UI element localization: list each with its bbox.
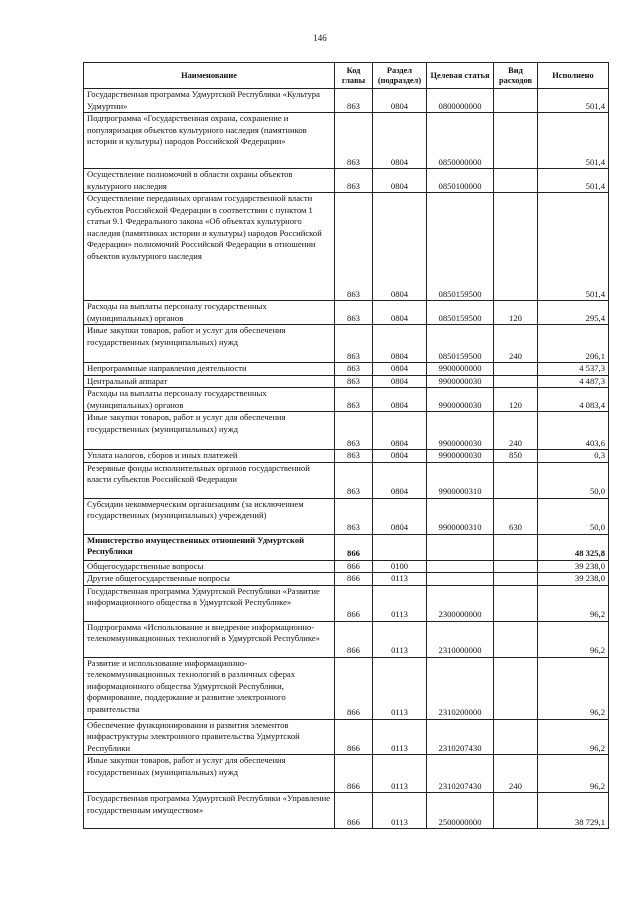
cell-name: Государственная программа Удмуртской Республики «Управление государственным имуществом» [84,793,335,829]
cell-executed: 403,6 [538,412,609,450]
cell-section: 0113 [373,573,427,586]
cell-target: 0850159500 [427,325,494,363]
cell-code: 866 [335,793,373,829]
cell-section: 0804 [373,462,427,498]
cell-section: 0100 [373,560,427,573]
cell-type: 240 [494,325,538,363]
cell-section: 0804 [373,450,427,463]
cell-target: 9900000310 [427,498,494,534]
cell-executed: 4 083,4 [538,388,609,412]
cell-name: Государственная программа Удмуртской Республики «Культура Удмуртии» [84,89,335,113]
table-row [84,498,609,534]
cell-type [494,193,538,301]
cell-target: 2310000000 [427,621,494,657]
cell-code: 863 [335,193,373,301]
cell-code: 866 [335,657,373,719]
cell-executed: 295,4 [538,301,609,325]
header-section: Раздел (подраздел) [373,63,427,89]
cell-name: Иные закупки товаров, работ и услуг для обеспечения государственных (муниципальных) нужд [84,325,335,363]
table-row [84,325,609,363]
cell-name: Осуществление переданных органам государственной власти субъектов Российской Федерации в соответствии с пунктом 1 статьи 9.1 Федерального закона «Об объектах культурного наследия (памятниках истории и культуры) народов Российской Федерации» полномочий Российской Федерации в отношении объектов культурного наследия [84,193,335,301]
cell-executed: 501,4 [538,89,609,113]
cell-executed: 501,4 [538,169,609,193]
cell-code: 863 [335,498,373,534]
cell-target [427,560,494,573]
cell-target [427,573,494,586]
header-type: Вид расходов [494,63,538,89]
header-executed: Исполнено [538,63,609,89]
cell-name: Центральный аппарат [84,375,335,388]
cell-executed: 96,2 [538,585,609,621]
cell-type [494,657,538,719]
table-row [84,657,609,719]
cell-target: 2310207430 [427,755,494,793]
cell-executed: 50,0 [538,498,609,534]
cell-section: 0804 [373,89,427,113]
cell-code: 863 [335,363,373,376]
cell-type [494,585,538,621]
cell-target: 9900000030 [427,375,494,388]
cell-name: Уплата налогов, сборов и иных платежей [84,450,335,463]
cell-code: 863 [335,89,373,113]
cell-name: Субсидии некоммерческим организациям (за исключением государственных (муниципальных) учреждений) [84,498,335,534]
cell-executed: 48 325,8 [538,534,609,560]
cell-target: 0850000000 [427,113,494,169]
cell-section: 0804 [373,412,427,450]
cell-type [494,169,538,193]
cell-section: 0113 [373,755,427,793]
cell-code: 866 [335,560,373,573]
cell-target: 0800000000 [427,89,494,113]
cell-type [494,89,538,113]
cell-name: Расходы на выплаты персоналу государственных (муниципальных) органов [84,301,335,325]
cell-executed: 96,2 [538,719,609,755]
cell-code: 863 [335,388,373,412]
table-row [84,719,609,755]
cell-target: 0850159500 [427,193,494,301]
cell-name: Подпрограмма «Государственная охрана, сохранение и популяризация объектов культурного наследия (памятников истории и культуры) народов Российской Федерации» [84,113,335,169]
cell-code: 863 [335,450,373,463]
table-row [84,193,609,301]
header-target: Целевая статья [427,63,494,89]
cell-type: 240 [494,755,538,793]
table-row [84,89,609,113]
table-row [84,621,609,657]
table-row [84,301,609,325]
table-row [84,793,609,829]
cell-code: 866 [335,573,373,586]
cell-executed: 50,0 [538,462,609,498]
header-name: Наименование [84,63,335,89]
cell-type: 120 [494,388,538,412]
cell-name: Другие общегосударственные вопросы [84,573,335,586]
cell-executed: 96,2 [538,621,609,657]
table-row [84,169,609,193]
cell-executed: 4 487,3 [538,375,609,388]
cell-section: 0804 [373,301,427,325]
cell-section: 0113 [373,621,427,657]
cell-type: 120 [494,301,538,325]
cell-target [427,534,494,560]
cell-name: Непрограммные направления деятельности [84,363,335,376]
cell-code: 866 [335,534,373,560]
cell-target: 9900000000 [427,363,494,376]
cell-code: 863 [335,301,373,325]
cell-section [373,534,427,560]
table-row [84,462,609,498]
cell-type [494,719,538,755]
cell-section: 0804 [373,169,427,193]
cell-target: 9900000030 [427,450,494,463]
cell-type [494,621,538,657]
table-row [84,560,609,573]
table-row [84,585,609,621]
cell-name: Расходы на выплаты персоналу государственных (муниципальных) органов [84,388,335,412]
cell-type: 240 [494,412,538,450]
cell-name: Развитие и использование информационно-телекоммуникационных технологий в различных сферах информационного общества Удмуртской Республики, формирование, поддержание и развитие электронного правительства [84,657,335,719]
cell-executed: 206,1 [538,325,609,363]
table-row [84,388,609,412]
cell-section: 0113 [373,719,427,755]
cell-name: Государственная программа Удмуртской Республики «Развитие информационного общества в Удмуртской Республике» [84,585,335,621]
cell-type [494,462,538,498]
cell-executed: 39 238,0 [538,560,609,573]
cell-type: 850 [494,450,538,463]
cell-target: 0850100000 [427,169,494,193]
cell-type [494,363,538,376]
cell-code: 866 [335,755,373,793]
table-row [84,375,609,388]
cell-executed: 0,3 [538,450,609,463]
cell-name: Министерство имущественных отношений Удмуртской Республики [84,534,335,560]
table-row [84,113,609,169]
cell-code: 863 [335,462,373,498]
cell-type: 630 [494,498,538,534]
cell-type [494,560,538,573]
cell-target: 9900000030 [427,412,494,450]
header-code: Код главы [335,63,373,89]
table-row [84,363,609,376]
cell-target: 2310207430 [427,719,494,755]
cell-target: 2500000000 [427,793,494,829]
cell-type [494,793,538,829]
cell-executed: 96,2 [538,657,609,719]
cell-name: Иные закупки товаров, работ и услуг для обеспечения государственных (муниципальных) нужд [84,755,335,793]
cell-name: Резервные фонды исполнительных органов государственной власти субъектов Российской Федерации [84,462,335,498]
cell-section: 0113 [373,585,427,621]
cell-code: 863 [335,169,373,193]
cell-target: 2310200000 [427,657,494,719]
cell-section: 0113 [373,793,427,829]
cell-name: Иные закупки товаров, работ и услуг для обеспечения государственных (муниципальных) нужд [84,412,335,450]
cell-section: 0113 [373,657,427,719]
table-row [84,755,609,793]
cell-section: 0804 [373,498,427,534]
cell-code: 863 [335,412,373,450]
cell-target: 9900000310 [427,462,494,498]
cell-code: 863 [335,113,373,169]
table-row [84,573,609,586]
cell-section: 0804 [373,375,427,388]
cell-section: 0804 [373,388,427,412]
cell-executed: 38 729,1 [538,793,609,829]
cell-target: 0850159500 [427,301,494,325]
cell-code: 866 [335,585,373,621]
table-row [84,412,609,450]
cell-type [494,375,538,388]
page-number: 146 [313,33,327,43]
table-row [84,534,609,560]
cell-executed: 96,2 [538,755,609,793]
cell-name: Подпрограмма «Использование и внедрение информационно-телекоммуникационных технологий в Удмуртской Республике» [84,621,335,657]
cell-target: 2300000000 [427,585,494,621]
cell-code: 863 [335,375,373,388]
cell-executed: 4 537,3 [538,363,609,376]
cell-type [494,534,538,560]
cell-section: 0804 [373,363,427,376]
budget-table [83,62,609,829]
cell-name: Обеспечение функционирования и развития элементов инфраструктуры электронного правительства Удмуртской Республики [84,719,335,755]
cell-target: 9900000030 [427,388,494,412]
cell-code: 866 [335,621,373,657]
cell-section: 0804 [373,325,427,363]
cell-executed: 501,4 [538,193,609,301]
cell-executed: 39 238,0 [538,573,609,586]
cell-type [494,113,538,169]
cell-code: 863 [335,325,373,363]
table-body [84,89,609,829]
table-header-row [84,63,609,89]
cell-executed: 501,4 [538,113,609,169]
table-row [84,450,609,463]
cell-section: 0804 [373,193,427,301]
cell-section: 0804 [373,113,427,169]
cell-type [494,573,538,586]
cell-code: 866 [335,719,373,755]
cell-name: Общегосударственные вопросы [84,560,335,573]
cell-name: Осуществление полномочий в области охраны объектов культурного наследия [84,169,335,193]
